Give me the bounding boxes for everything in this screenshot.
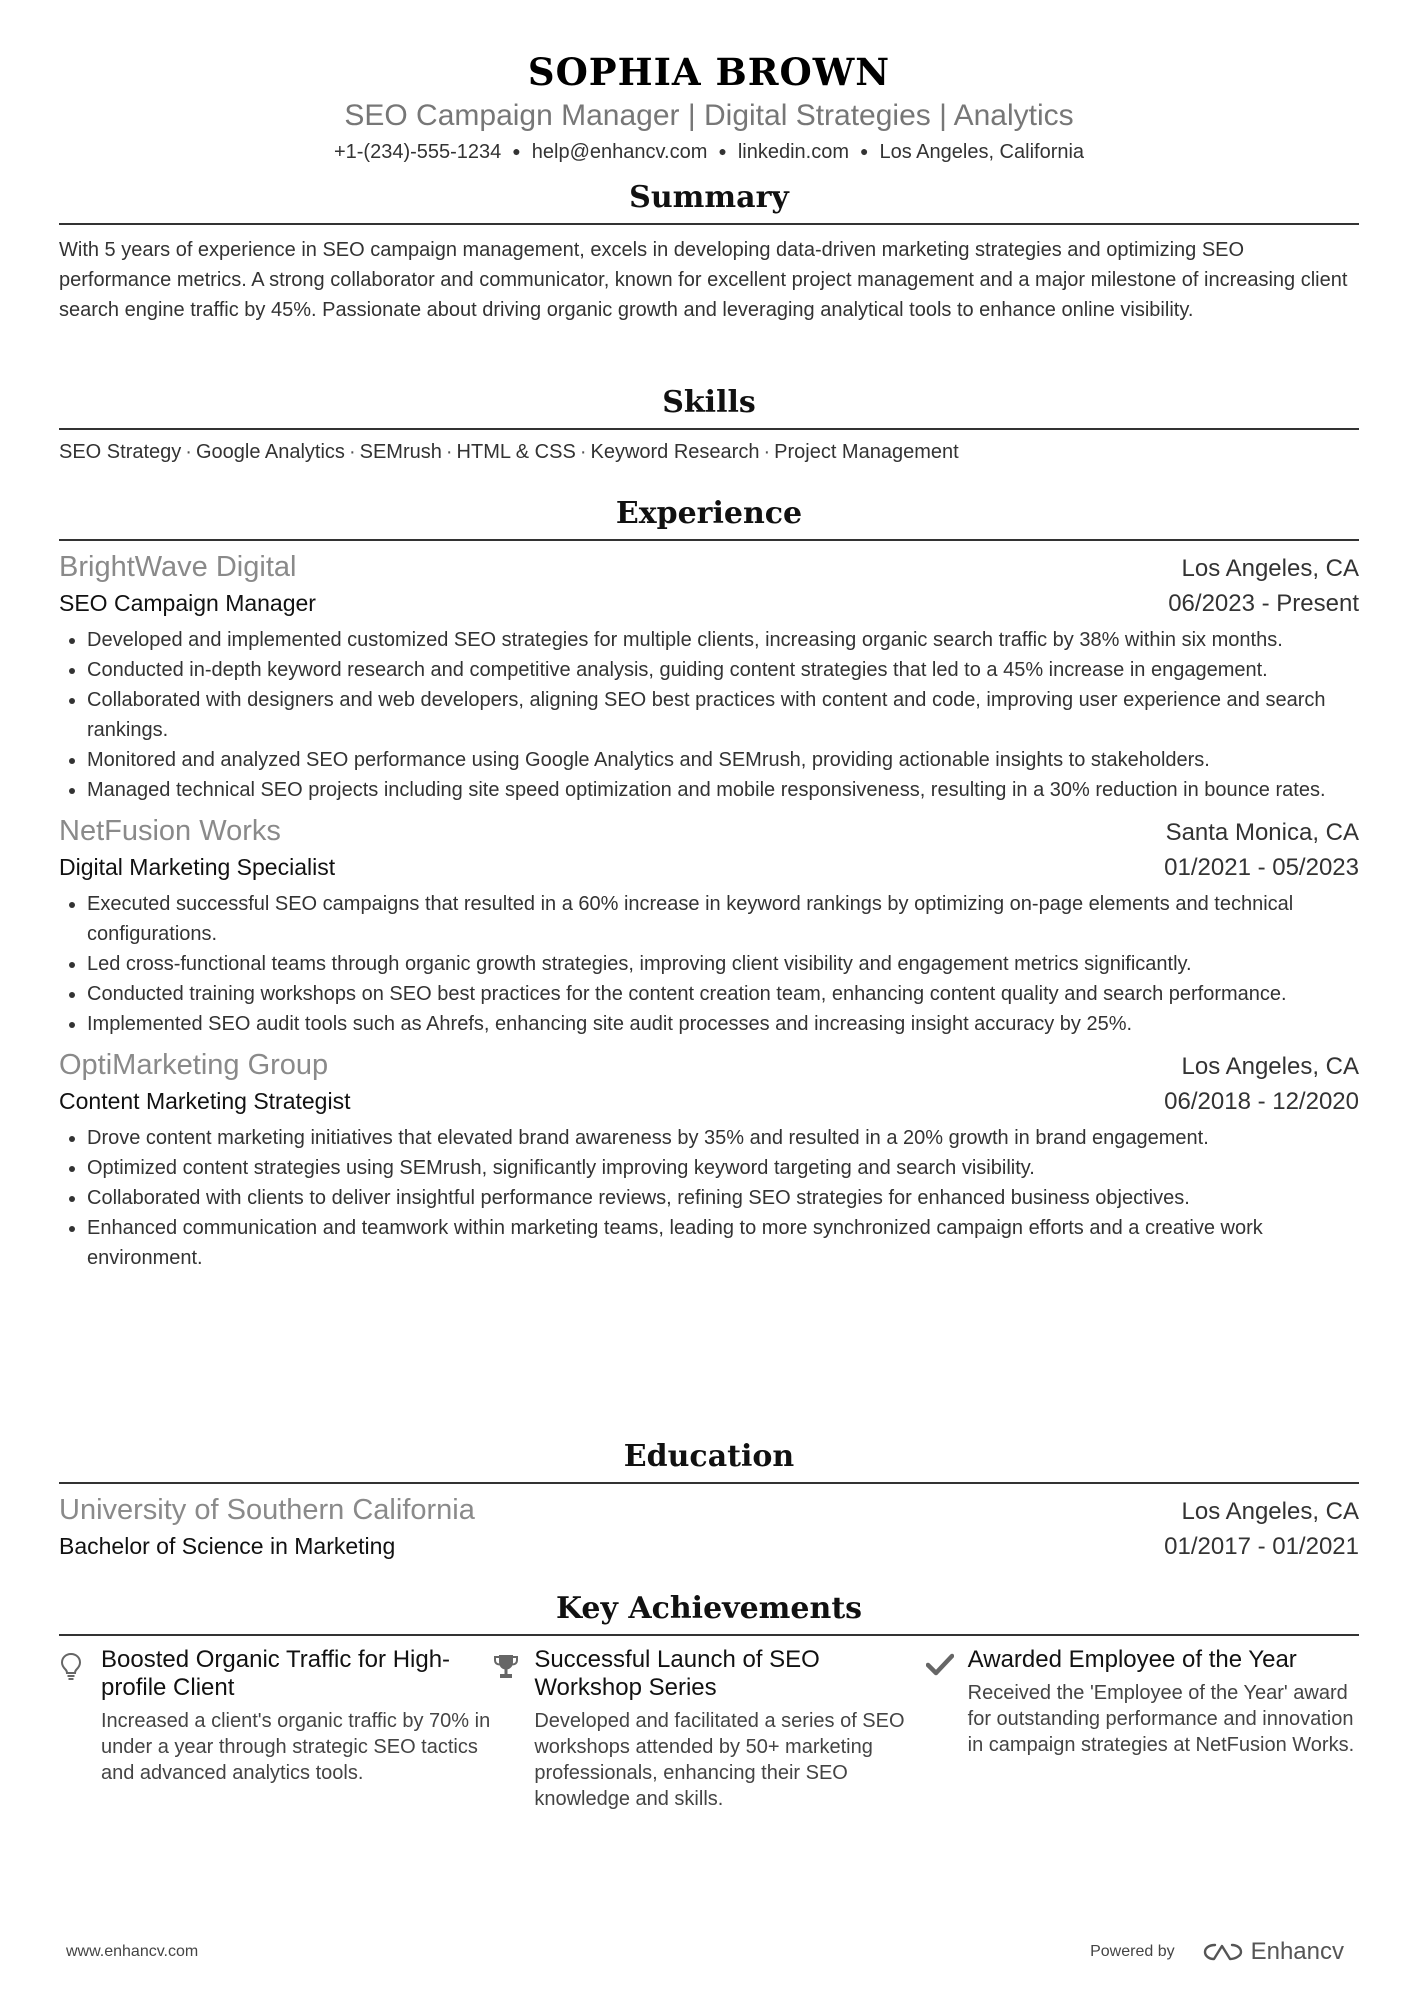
location: Los Angeles, California xyxy=(879,141,1085,163)
list-item: • Collaborated with designers and web developers, aligning SEO best practices with content and code, improving user experience and search rankings. xyxy=(87,685,1359,745)
phone: +1-(234)-555-1234 xyxy=(333,141,502,163)
list-item: • Implemented SEO audit tools such as Ahrefs, enhancing site audit processes and increasing insight accuracy by 25%. xyxy=(87,1009,1359,1039)
list-item: • Conducted training workshops on SEO best practices for the content creation team, enhancing content quality and search performance. xyxy=(87,979,1359,1009)
job-entry xyxy=(59,549,1359,805)
list-item: • Monitored and analyzed SEO performance using Google Analytics and SEMrush, providing actionable insights to stakeholders. xyxy=(87,745,1359,775)
checkmark-icon xyxy=(926,1646,968,1812)
job-title: Digital Marketing Specialist xyxy=(59,854,336,880)
job-location: Los Angeles, CA xyxy=(1181,1053,1359,1080)
achievement-title: Successful Launch of SEO Workshop Series xyxy=(534,1646,820,1701)
powered-by-label: Powered by xyxy=(1090,1943,1175,1960)
summary-section xyxy=(59,179,1359,325)
achievements-section xyxy=(59,1590,1359,1812)
linkedin-link[interactable]: linkedin.com xyxy=(737,141,849,163)
degree: Bachelor of Science in Marketing xyxy=(59,1533,396,1559)
job-title: SEO Campaign Manager xyxy=(59,590,316,616)
separator-dot: ● xyxy=(718,143,727,159)
skills-list: SEO Strategy · Google Analytics · SEMrush · HTML & CSS · Keyword Research · Project Management xyxy=(59,441,959,463)
job-entry xyxy=(59,1047,1359,1273)
lightbulb-icon xyxy=(59,1646,101,1812)
section-title: Summary xyxy=(59,179,1359,225)
skill-item: Project Management xyxy=(774,441,959,463)
list-item: • Led cross-functional teams through organic growth strategies, improving client visibility and engagement metrics significantly. xyxy=(87,949,1359,979)
list-item: • Executed successful SEO campaigns that resulted in a 60% increase in keyword rankings by optimizing on-page elements and technical configurations. xyxy=(87,889,1359,949)
school-location: Los Angeles, CA xyxy=(1181,1498,1359,1525)
job-location: Los Angeles, CA xyxy=(1181,555,1359,582)
job-bullets xyxy=(59,889,1359,1039)
job-dates: 01/2021 - 05/2023 xyxy=(1164,854,1359,881)
resume-page xyxy=(59,0,1359,1810)
section-title: Key Achievements xyxy=(59,1590,1359,1636)
section-title: Skills xyxy=(59,384,1359,430)
achievement-item xyxy=(492,1646,925,1812)
skill-item: SEMrush xyxy=(359,441,442,463)
enhancv-logo-icon xyxy=(1201,1940,1245,1964)
list-item: • Managed technical SEO projects including site speed optimization and mobile responsiveness, resulting in a 30% reduction in bounce rates. xyxy=(87,775,1359,805)
education-dates: 01/2017 - 01/2021 xyxy=(1164,1533,1359,1560)
achievement-desc: Developed and facilitated a series of SEO workshops attended by 50+ marketing professionals, enhancing their SEO knowledge and skills. xyxy=(534,1710,905,1810)
list-item: • Collaborated with clients to deliver insightful performance reviews, refining SEO strategies for enhanced business objectives. xyxy=(87,1183,1359,1213)
list-item: • Conducted in-depth keyword research and competitive analysis, guiding content strategies that led to a 45% increase in engagement. xyxy=(87,655,1359,685)
list-item: • Developed and implemented customized SEO strategies for multiple clients, increasing organic search traffic by 38% within six months. xyxy=(87,625,1359,655)
list-item: • Optimized content strategies using SEMrush, significantly improving keyword targeting and search visibility. xyxy=(87,1153,1359,1183)
job-dates: 06/2023 - Present xyxy=(1168,590,1359,617)
separator-dot: ● xyxy=(860,143,869,159)
section-title: Education xyxy=(59,1438,1359,1484)
job-bullets xyxy=(59,625,1359,805)
list-item: • Enhanced communication and teamwork within marketing teams, leading to more synchronized campaign efforts and a creative work environment. xyxy=(87,1213,1359,1273)
job-title: Content Marketing Strategist xyxy=(59,1088,351,1114)
candidate-name: SOPHIA BROWN xyxy=(527,50,891,94)
achievement-title: Boosted Organic Traffic for High-profile Client xyxy=(101,1646,451,1701)
powered-by xyxy=(1090,1938,1344,1966)
contact-line xyxy=(59,138,1359,165)
summary-text: With 5 years of experience in SEO campaign management, excels in developing data-driven marketing strategies and optimizing SEO performance metrics. A strong collaborator and communicator, known for excellent project management and a major milestone of increasing client search engine traffic by 45%. Passionate about driving organic growth and leveraging analytical tools to enhance online visibility. xyxy=(59,239,1348,321)
section-title: Experience xyxy=(59,495,1359,541)
brand-name: Enhancv xyxy=(1250,1938,1344,1965)
education-section xyxy=(59,1438,1359,1564)
achievement-title: Awarded Employee of the Year xyxy=(967,1646,1297,1673)
footer-url[interactable]: www.enhancv.com xyxy=(66,1943,199,1960)
skill-item: HTML & CSS xyxy=(456,441,576,463)
job-dates: 06/2018 - 12/2020 xyxy=(1164,1088,1359,1115)
job-entry xyxy=(59,813,1359,1039)
achievement-item xyxy=(926,1646,1359,1812)
job-location: Santa Monica, CA xyxy=(1165,819,1359,846)
achievement-item xyxy=(59,1646,492,1812)
footer xyxy=(66,1938,1344,1966)
skill-item: Google Analytics xyxy=(195,441,345,463)
skills-section xyxy=(59,384,1359,466)
company-name: OptiMarketing Group xyxy=(59,1049,329,1081)
list-item: • Drove content marketing initiatives that elevated brand awareness by 35% and resulted in a 20% growth in brand engagement. xyxy=(87,1123,1359,1153)
job-bullets xyxy=(59,1123,1359,1273)
email-link[interactable]: help@enhancv.com xyxy=(531,141,708,163)
education-entry xyxy=(59,1492,1359,1564)
school-name: University of Southern California xyxy=(59,1494,475,1526)
company-name: NetFusion Works xyxy=(59,815,281,847)
headline: SEO Campaign Manager | Digital Strategies | Analytics xyxy=(344,99,1074,132)
achievements-grid xyxy=(59,1646,1359,1812)
skill-item: SEO Strategy xyxy=(59,441,182,463)
achievement-desc: Received the 'Employee of the Year' award for outstanding performance and innovation in campaign strategies at NetFusion Works. xyxy=(967,1682,1355,1756)
achievement-desc: Increased a client's organic traffic by 70% in under a year through strategic SEO tactics and advanced analytics tools. xyxy=(101,1710,491,1784)
experience-section xyxy=(59,495,1359,1273)
company-name: BrightWave Digital xyxy=(59,551,297,583)
separator-dot: ● xyxy=(512,143,521,159)
trophy-icon xyxy=(492,1646,534,1812)
skill-item: Keyword Research xyxy=(590,441,760,463)
